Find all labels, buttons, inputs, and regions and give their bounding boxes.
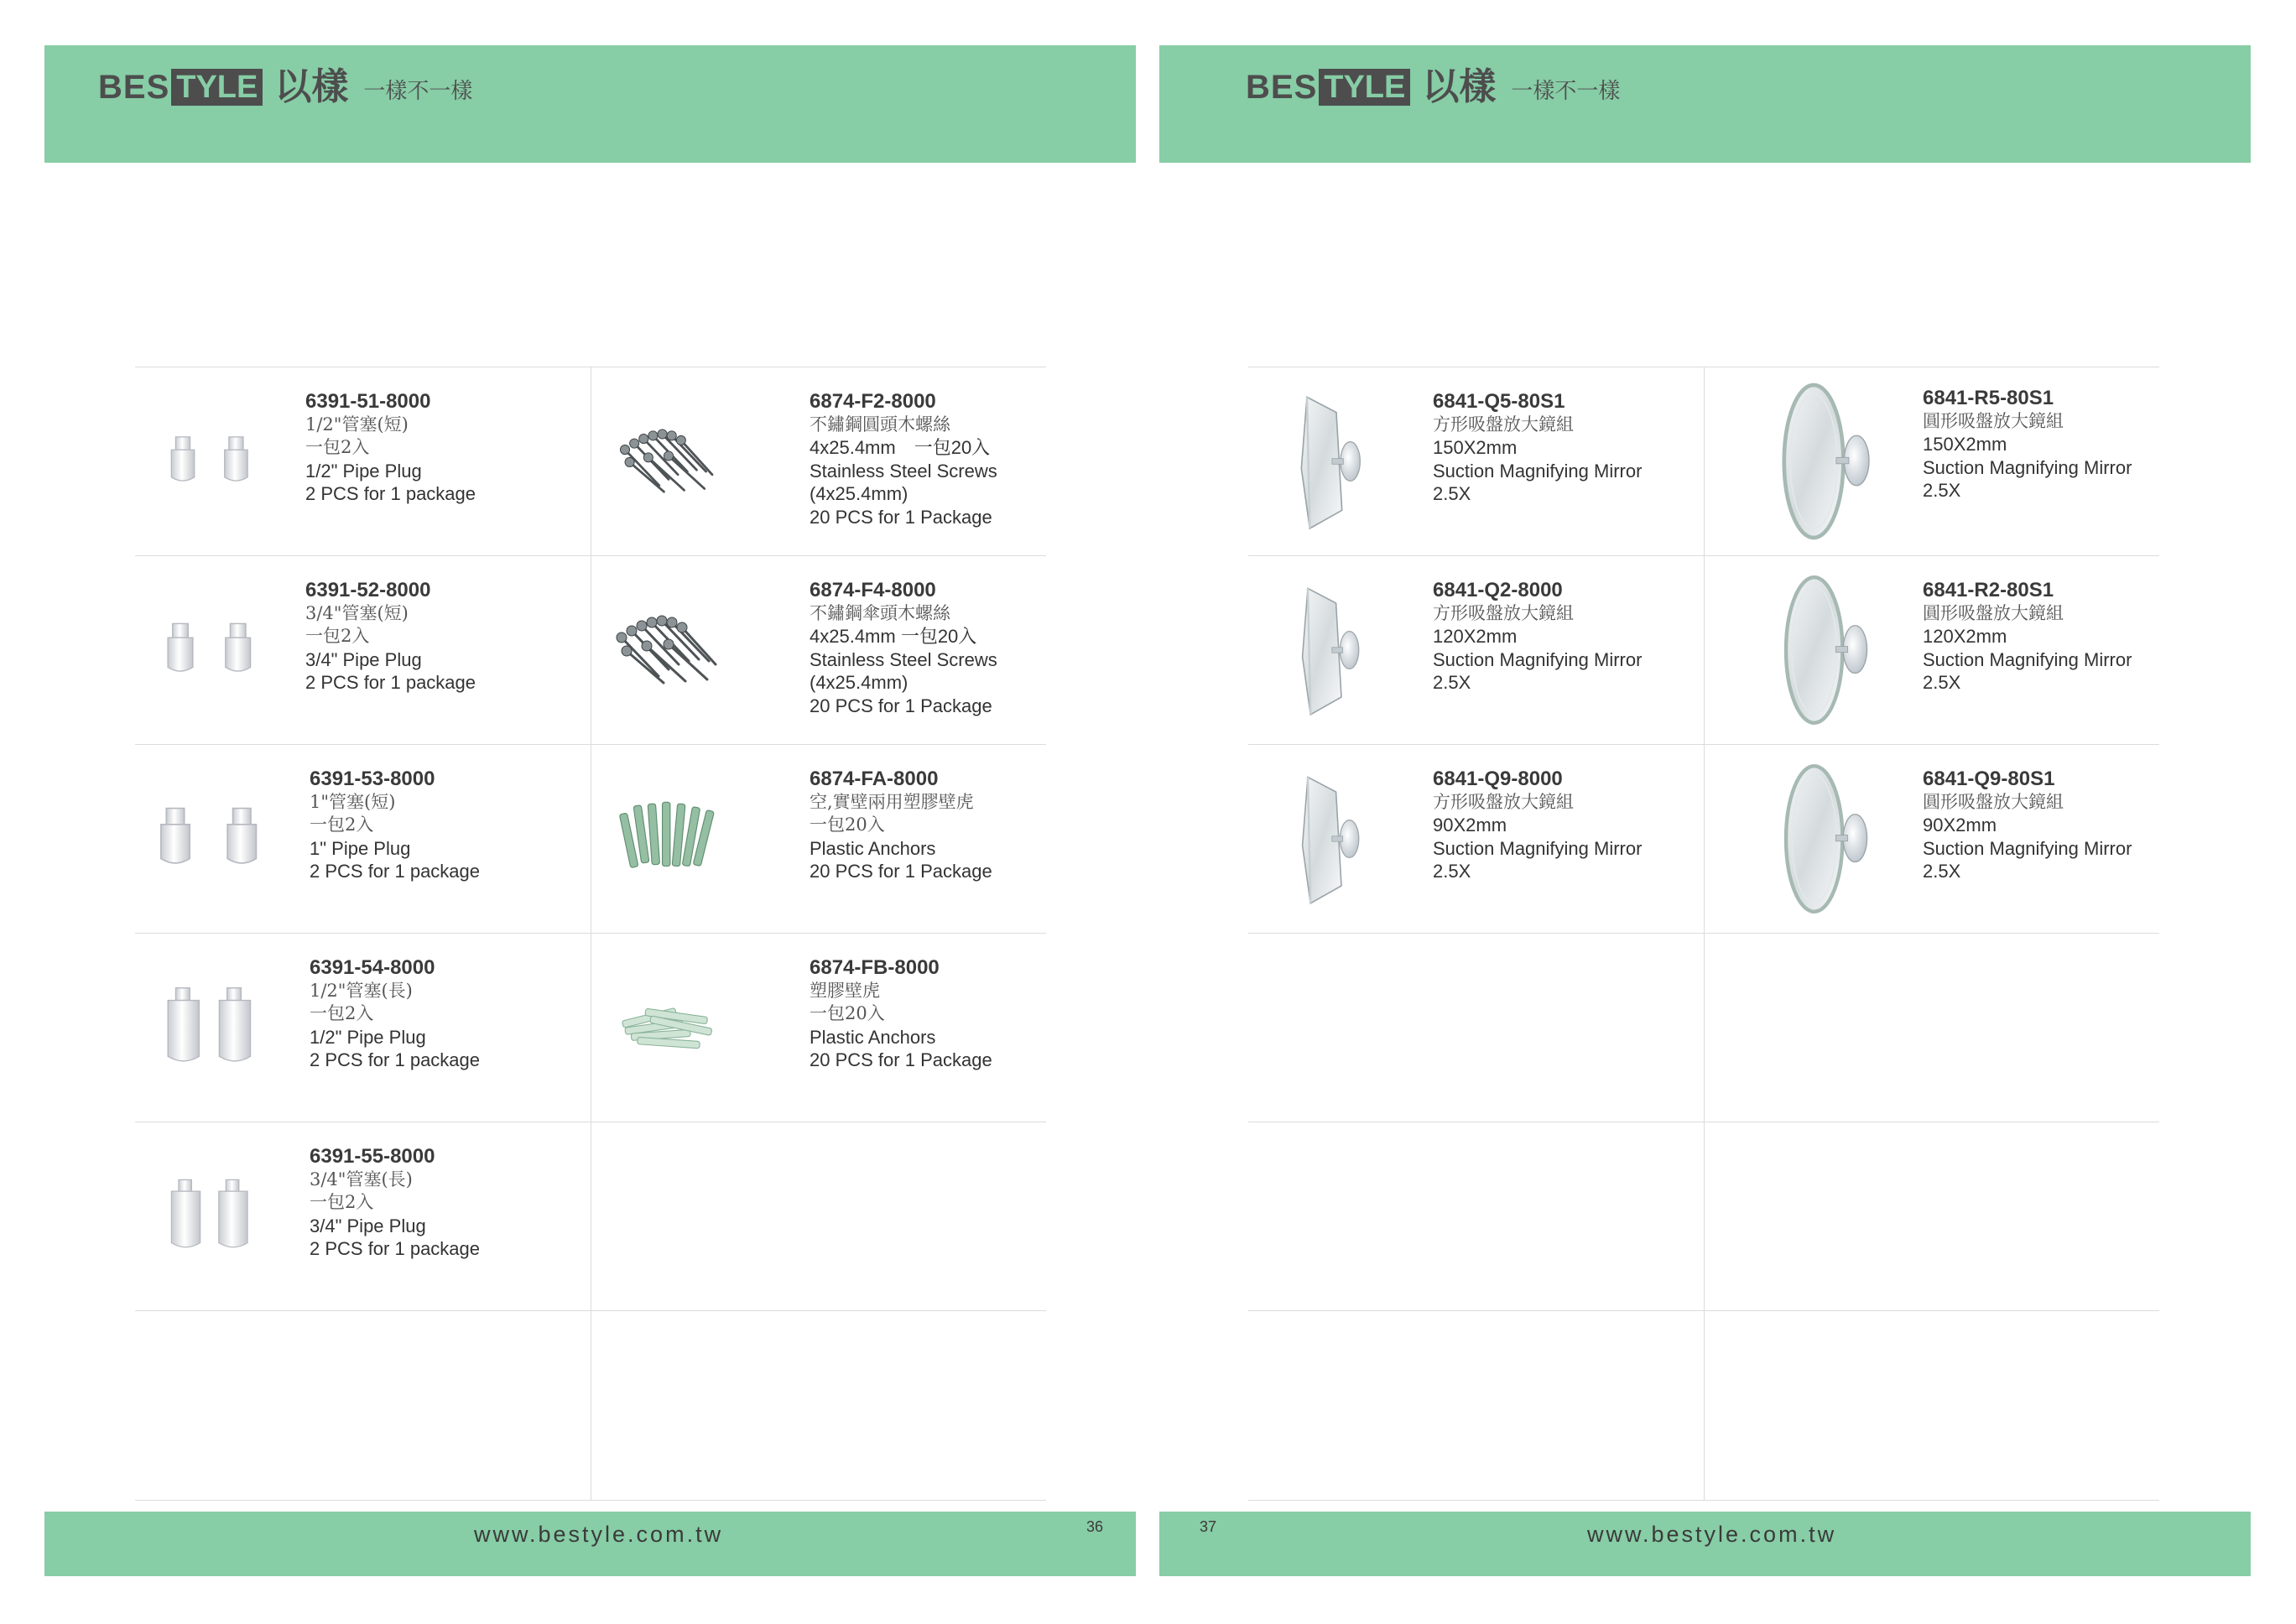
product-name-cn: 3/4"管塞(長) bbox=[310, 1169, 413, 1189]
product-info bbox=[310, 956, 586, 1072]
product-pack-en: 2 PCS for 1 package bbox=[310, 1238, 481, 1259]
product-name-cn: 1/2"管塞(短) bbox=[305, 414, 409, 435]
pipe-plug-short-icon bbox=[135, 555, 290, 744]
product-info bbox=[1433, 768, 1710, 883]
product-magnification: 2.5X bbox=[1433, 861, 1471, 882]
product-name-cn: 塑膠壁虎 bbox=[810, 980, 880, 1001]
product-code: 6391-53-8000 bbox=[310, 768, 435, 790]
product-cell[interactable] bbox=[1248, 744, 1704, 933]
logo-chinese: 以樣 bbox=[274, 65, 349, 108]
product-code: 6874-FB-8000 bbox=[810, 956, 940, 979]
product-cell[interactable] bbox=[591, 367, 1046, 555]
product-info bbox=[1923, 768, 2200, 883]
product-name-en: Suction Magnifying Mirror bbox=[1923, 648, 2132, 670]
product-cell[interactable] bbox=[1704, 744, 2159, 933]
product-cell[interactable] bbox=[135, 933, 591, 1122]
product-name-en: Suction Magnifying Mirror bbox=[1923, 837, 2132, 859]
product-grid bbox=[1248, 367, 2159, 1501]
product-name-cn: 1"管塞(短) bbox=[310, 791, 396, 812]
brand-tagline: 一樣不一樣 bbox=[1511, 79, 1621, 104]
page-number: 37 bbox=[1200, 1518, 1217, 1535]
product-size: 150X2mm bbox=[1923, 434, 2007, 455]
product-info bbox=[810, 956, 1086, 1072]
product-size: 4x25.4mm 一包20入 bbox=[810, 437, 991, 458]
pipe-plug-short-icon bbox=[135, 367, 290, 555]
round-suction-mirror-icon bbox=[1754, 744, 1897, 933]
product-info bbox=[305, 390, 582, 506]
product-name-en: Stainless Steel Screws bbox=[810, 460, 997, 481]
product-name-cn: 方形吸盤放大鏡組 bbox=[1433, 602, 1574, 623]
product-name-cn: 不鏽鋼圓頭木螺絲 bbox=[810, 414, 950, 435]
product-pack-cn: 一包2入 bbox=[310, 1192, 374, 1212]
product-size: 90X2mm bbox=[1923, 815, 1997, 835]
logo-text-tyle: TYLE bbox=[1319, 69, 1410, 106]
product-size: 4x25.4mm 一包20入 bbox=[810, 626, 977, 647]
product-magnification: 2.5X bbox=[1923, 480, 1961, 501]
logo-text-bes: BES bbox=[98, 69, 170, 106]
product-code: 6841-Q5-80S1 bbox=[1433, 390, 1565, 413]
product-name-cn: 3/4"管塞(短) bbox=[305, 602, 409, 623]
product-pack-en: 2 PCS for 1 package bbox=[305, 483, 476, 504]
product-code: 6841-Q2-8000 bbox=[1433, 579, 1563, 601]
page-number: 36 bbox=[1086, 1518, 1104, 1535]
product-cell[interactable] bbox=[135, 1122, 591, 1310]
product-name-cn: 不鏽鋼傘頭木螺絲 bbox=[810, 602, 950, 623]
product-name-en: 1" Pipe Plug bbox=[310, 837, 411, 859]
product-cell[interactable] bbox=[591, 555, 1046, 744]
product-magnification: 2.5X bbox=[1433, 672, 1471, 693]
pipe-plug-long-icon bbox=[135, 1122, 290, 1310]
brand-logo bbox=[1246, 59, 1620, 106]
website-url[interactable]: www.bestyle.com.tw bbox=[1587, 1522, 1837, 1547]
product-cell[interactable] bbox=[1248, 555, 1704, 744]
product-pack-cn: 一包2入 bbox=[305, 626, 370, 646]
product-name-en: Plastic Anchors bbox=[810, 837, 936, 859]
product-code: 6841-Q9-80S1 bbox=[1923, 768, 2055, 790]
product-grid bbox=[135, 367, 1046, 1501]
product-code: 6391-54-8000 bbox=[310, 956, 435, 979]
product-pack-en: 2 PCS for 1 package bbox=[310, 1049, 481, 1070]
product-cell[interactable] bbox=[135, 367, 591, 555]
product-name-en: Plastic Anchors bbox=[810, 1026, 936, 1048]
square-suction-mirror-icon bbox=[1265, 367, 1391, 555]
product-name-en: Suction Magnifying Mirror bbox=[1923, 456, 2132, 478]
product-name-en: Stainless Steel Screws bbox=[810, 648, 997, 670]
product-code: 6874-F2-8000 bbox=[810, 390, 936, 413]
product-code: 6874-F4-8000 bbox=[810, 579, 936, 601]
product-cell[interactable] bbox=[591, 744, 1046, 933]
screws-icon bbox=[591, 367, 746, 555]
product-cell[interactable] bbox=[135, 555, 591, 744]
product-info bbox=[310, 768, 586, 883]
product-name-en: Suction Magnifying Mirror bbox=[1433, 837, 1643, 859]
product-pack-en: 20 PCS for 1 Package bbox=[810, 1049, 992, 1070]
product-code: 6841-R2-80S1 bbox=[1923, 579, 2054, 601]
product-name-en: 3/4" Pipe Plug bbox=[305, 648, 422, 670]
product-info bbox=[1923, 387, 2200, 502]
product-name-en: Suction Magnifying Mirror bbox=[1433, 648, 1643, 670]
product-pack-en: 2 PCS for 1 package bbox=[305, 672, 476, 693]
product-info bbox=[305, 579, 582, 695]
product-name-cn: 空,實壁兩用塑膠壁虎 bbox=[810, 791, 974, 812]
product-info bbox=[1433, 390, 1710, 506]
brand-logo bbox=[98, 59, 472, 106]
product-name-cn: 圓形吸盤放大鏡組 bbox=[1923, 791, 2064, 812]
product-name-en: Suction Magnifying Mirror bbox=[1433, 460, 1643, 481]
product-info bbox=[310, 1145, 586, 1261]
product-pack-en: 20 PCS for 1 Package bbox=[810, 695, 992, 716]
product-pack-en: 20 PCS for 1 Package bbox=[810, 861, 992, 882]
logo-text-tyle: TYLE bbox=[171, 69, 263, 106]
product-code: 6841-Q9-8000 bbox=[1433, 768, 1563, 790]
product-cell[interactable] bbox=[135, 744, 591, 933]
catalog-page-right bbox=[1148, 0, 2295, 1624]
square-suction-mirror-icon bbox=[1265, 744, 1391, 933]
product-pack-en: 2 PCS for 1 package bbox=[310, 861, 481, 882]
product-pack-cn: 一包20入 bbox=[810, 1003, 885, 1023]
product-magnification: 2.5X bbox=[1433, 483, 1471, 504]
product-cell[interactable] bbox=[1248, 367, 1704, 555]
product-pack-cn: 一包2入 bbox=[310, 1003, 374, 1023]
product-name-cn: 方形吸盤放大鏡組 bbox=[1433, 414, 1574, 435]
round-suction-mirror-icon bbox=[1754, 367, 1897, 555]
product-size: 150X2mm bbox=[1433, 437, 1518, 458]
plastic-anchors-icon bbox=[591, 933, 746, 1122]
product-magnification: 2.5X bbox=[1923, 672, 1961, 693]
plastic-anchors-icon bbox=[591, 744, 746, 933]
product-code: 6391-51-8000 bbox=[305, 390, 431, 413]
product-name-cn: 圓形吸盤放大鏡組 bbox=[1923, 602, 2064, 623]
product-size: 90X2mm bbox=[1433, 815, 1507, 835]
brand-tagline: 一樣不一樣 bbox=[363, 79, 473, 104]
product-pack-cn: 一包2入 bbox=[310, 815, 374, 835]
product-magnification: 2.5X bbox=[1923, 861, 1961, 882]
product-name-cn: 1/2"管塞(長) bbox=[310, 980, 413, 1001]
logo-chinese: 以樣 bbox=[1422, 65, 1497, 108]
square-suction-mirror-icon bbox=[1265, 555, 1391, 744]
product-pack-cn: 一包20入 bbox=[810, 815, 885, 835]
product-code: 6874-FA-8000 bbox=[810, 768, 939, 790]
product-cell[interactable] bbox=[591, 933, 1046, 1122]
product-info bbox=[1433, 579, 1710, 695]
product-pack-cn: 一包2入 bbox=[305, 437, 370, 457]
product-info bbox=[810, 390, 1086, 528]
product-size: 120X2mm bbox=[1433, 626, 1518, 647]
logo-text-bes: BES bbox=[1246, 69, 1318, 106]
product-size-en: (4x25.4mm) bbox=[810, 672, 909, 693]
product-pack-en: 20 PCS for 1 Package bbox=[810, 506, 992, 528]
product-code: 6391-55-8000 bbox=[310, 1145, 435, 1168]
product-cell[interactable] bbox=[1704, 555, 2159, 744]
product-name-en: 1/2" Pipe Plug bbox=[310, 1026, 426, 1048]
product-name-cn: 圓形吸盤放大鏡組 bbox=[1923, 410, 2064, 431]
product-info bbox=[810, 768, 1086, 883]
product-info bbox=[1923, 579, 2200, 695]
product-code: 6841-R5-80S1 bbox=[1923, 387, 2054, 409]
product-size: 120X2mm bbox=[1923, 626, 2007, 647]
product-cell[interactable] bbox=[1704, 367, 2159, 555]
screws-icon bbox=[591, 555, 746, 744]
website-url[interactable]: www.bestyle.com.tw bbox=[474, 1522, 724, 1547]
product-name-cn: 方形吸盤放大鏡組 bbox=[1433, 791, 1574, 812]
product-code: 6391-52-8000 bbox=[305, 579, 431, 601]
product-size-en: (4x25.4mm) bbox=[810, 483, 909, 504]
round-suction-mirror-icon bbox=[1754, 555, 1897, 744]
pipe-plug-long-icon bbox=[135, 933, 290, 1122]
pipe-plug-short-icon bbox=[135, 744, 290, 933]
product-info bbox=[810, 579, 1086, 717]
product-name-en: 3/4" Pipe Plug bbox=[310, 1215, 426, 1236]
product-name-en: 1/2" Pipe Plug bbox=[305, 460, 422, 481]
